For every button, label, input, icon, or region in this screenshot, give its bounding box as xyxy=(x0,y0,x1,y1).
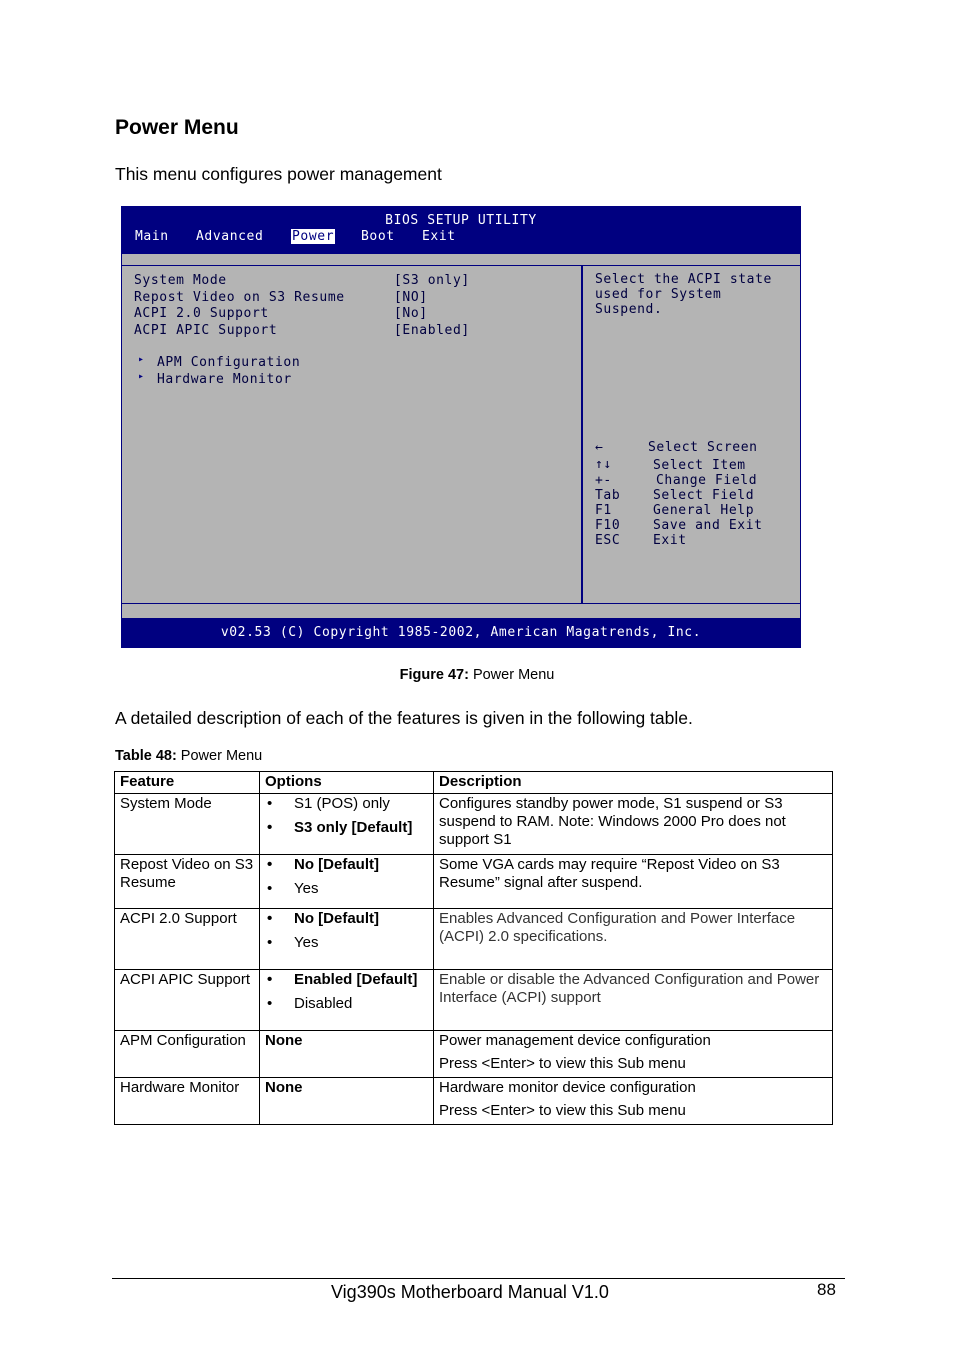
description-line: Hardware monitor device configuration xyxy=(439,1079,696,1096)
bios-help-panel xyxy=(582,265,800,604)
page-title: Power Menu xyxy=(115,116,239,139)
description-cell: Some VGA cards may require “Repost Video on S3 Resume” signal after suspend. xyxy=(434,855,833,909)
options-cell: None xyxy=(260,1031,434,1078)
option-item-default: • Enabled [Default] xyxy=(265,971,428,989)
bios-help-line: used for System xyxy=(595,287,722,302)
table-row xyxy=(115,909,833,970)
feature-cell: Repost Video on S3 Resume xyxy=(115,855,260,909)
bios-key: +- xyxy=(595,473,612,488)
description-line: Press <Enter> to view this Sub menu xyxy=(439,1102,686,1119)
intro-text: This menu configures power management xyxy=(115,164,442,184)
bios-help-line: Suspend. xyxy=(595,302,663,317)
submenu-arrow-icon: ▸ xyxy=(138,354,145,365)
description-cell: Enables Advanced Configuration and Power Interface (ACPI) 2.0 specifications. xyxy=(434,909,833,970)
options-cell xyxy=(260,794,434,855)
figure-caption-text: Power Menu xyxy=(468,667,555,683)
submenu-arrow-icon: ▸ xyxy=(138,371,145,382)
bios-key-action: Select Screen xyxy=(648,440,758,455)
page-number: 88 xyxy=(817,1280,836,1299)
header-feature: Feature xyxy=(115,772,260,794)
bios-settings-panel xyxy=(122,265,582,604)
bios-setting-value: [S3 only] xyxy=(394,273,470,288)
bios-tab-advanced: Advanced xyxy=(196,229,264,244)
option-item-default: • S3 only [Default] xyxy=(265,819,428,837)
bios-footer: v02.53 (C) Copyright 1985-2002, American Magatrends, Inc. xyxy=(122,618,800,647)
bios-tab-main: Main xyxy=(135,229,169,244)
description-cell xyxy=(434,1078,833,1125)
bios-key-action: Exit xyxy=(653,533,687,548)
table-caption-label: Table 48: xyxy=(115,748,177,764)
bios-header xyxy=(122,207,800,254)
description-line: Interface (ACPI) support xyxy=(439,989,601,1006)
description-cell: Configures standby power mode, S1 suspend or S3 suspend to RAM. Note: Windows 2000 Pro does not support S1 xyxy=(434,794,833,855)
table-row xyxy=(115,1078,833,1125)
table-row xyxy=(115,794,833,855)
bios-tab-power: Power xyxy=(292,229,335,244)
bios-help-line: Select the ACPI state xyxy=(595,272,772,287)
bios-setting-name: ACPI APIC Support xyxy=(134,323,278,338)
bios-key: ← xyxy=(595,440,604,455)
description-cell xyxy=(434,970,833,1031)
bios-key: F1 xyxy=(595,503,612,518)
option-item: • Disabled xyxy=(265,995,428,1013)
description-line: Enable or disable the Advanced Configuration and Power xyxy=(439,971,820,988)
option-item-default: • No [Default] xyxy=(265,910,428,928)
options-cell xyxy=(260,855,434,909)
description-text: A detailed description of each of the features is given in the following table. xyxy=(115,708,693,728)
option-item: • S1 (POS) only xyxy=(265,795,428,813)
bios-key-action: Select Item xyxy=(653,458,746,473)
bios-setting-value: [Enabled] xyxy=(394,323,470,338)
footer-divider xyxy=(112,1278,845,1279)
figure-caption xyxy=(0,667,954,683)
bios-key: F10 xyxy=(595,518,621,533)
header-options: Options xyxy=(260,772,434,794)
options-cell xyxy=(260,970,434,1031)
option-item: • Yes xyxy=(265,934,428,952)
table-row xyxy=(115,970,833,1031)
option-item-default: • No [Default] xyxy=(265,856,428,874)
options-cell: None xyxy=(260,1078,434,1125)
bios-key: ESC xyxy=(595,533,621,548)
bios-key: ↑↓ xyxy=(595,457,612,472)
bios-submenu-hardware: Hardware Monitor xyxy=(157,372,292,387)
table-row xyxy=(115,855,833,909)
feature-cell: APM Configuration xyxy=(115,1031,260,1078)
bios-tab-boot: Boot xyxy=(361,229,395,244)
option-item: • Yes xyxy=(265,880,428,898)
feature-cell: ACPI 2.0 Support xyxy=(115,909,260,970)
bios-setting-name: ACPI 2.0 Support xyxy=(134,306,269,321)
figure-caption-label: Figure 47: xyxy=(399,667,469,683)
bios-key-action: Select Field xyxy=(653,488,755,503)
feature-cell: ACPI APIC Support xyxy=(115,970,260,1031)
bios-key-action: Save and Exit xyxy=(653,518,763,533)
bios-tab-exit: Exit xyxy=(422,229,456,244)
footer-title: Vig390s Motherboard Manual V1.0 xyxy=(331,1282,609,1302)
bios-setting-name: System Mode xyxy=(134,273,227,288)
description-line: Press <Enter> to view this Sub menu xyxy=(439,1055,686,1072)
feature-table xyxy=(114,771,833,1125)
bios-setting-value: [No] xyxy=(394,306,428,321)
bios-key: Tab xyxy=(595,488,621,503)
bios-title: BIOS SETUP UTILITY xyxy=(385,213,537,228)
table-header-row xyxy=(115,772,833,794)
bios-setting-value: [NO] xyxy=(394,290,428,305)
bios-key-action: General Help xyxy=(653,503,755,518)
options-cell xyxy=(260,909,434,970)
bios-screenshot xyxy=(121,206,801,648)
description-cell xyxy=(434,1031,833,1078)
bios-key-action: Change Field xyxy=(656,473,758,488)
feature-cell: System Mode xyxy=(115,794,260,855)
bios-setting-name: Repost Video on S3 Resume xyxy=(134,290,345,305)
description-line: Power management device configuration xyxy=(439,1032,711,1049)
table-caption xyxy=(115,748,262,764)
table-row xyxy=(115,1031,833,1078)
feature-cell: Hardware Monitor xyxy=(115,1078,260,1125)
header-description: Description xyxy=(434,772,833,794)
table-caption-text: Power Menu xyxy=(176,748,263,764)
bios-submenu-apm: APM Configuration xyxy=(157,355,301,370)
